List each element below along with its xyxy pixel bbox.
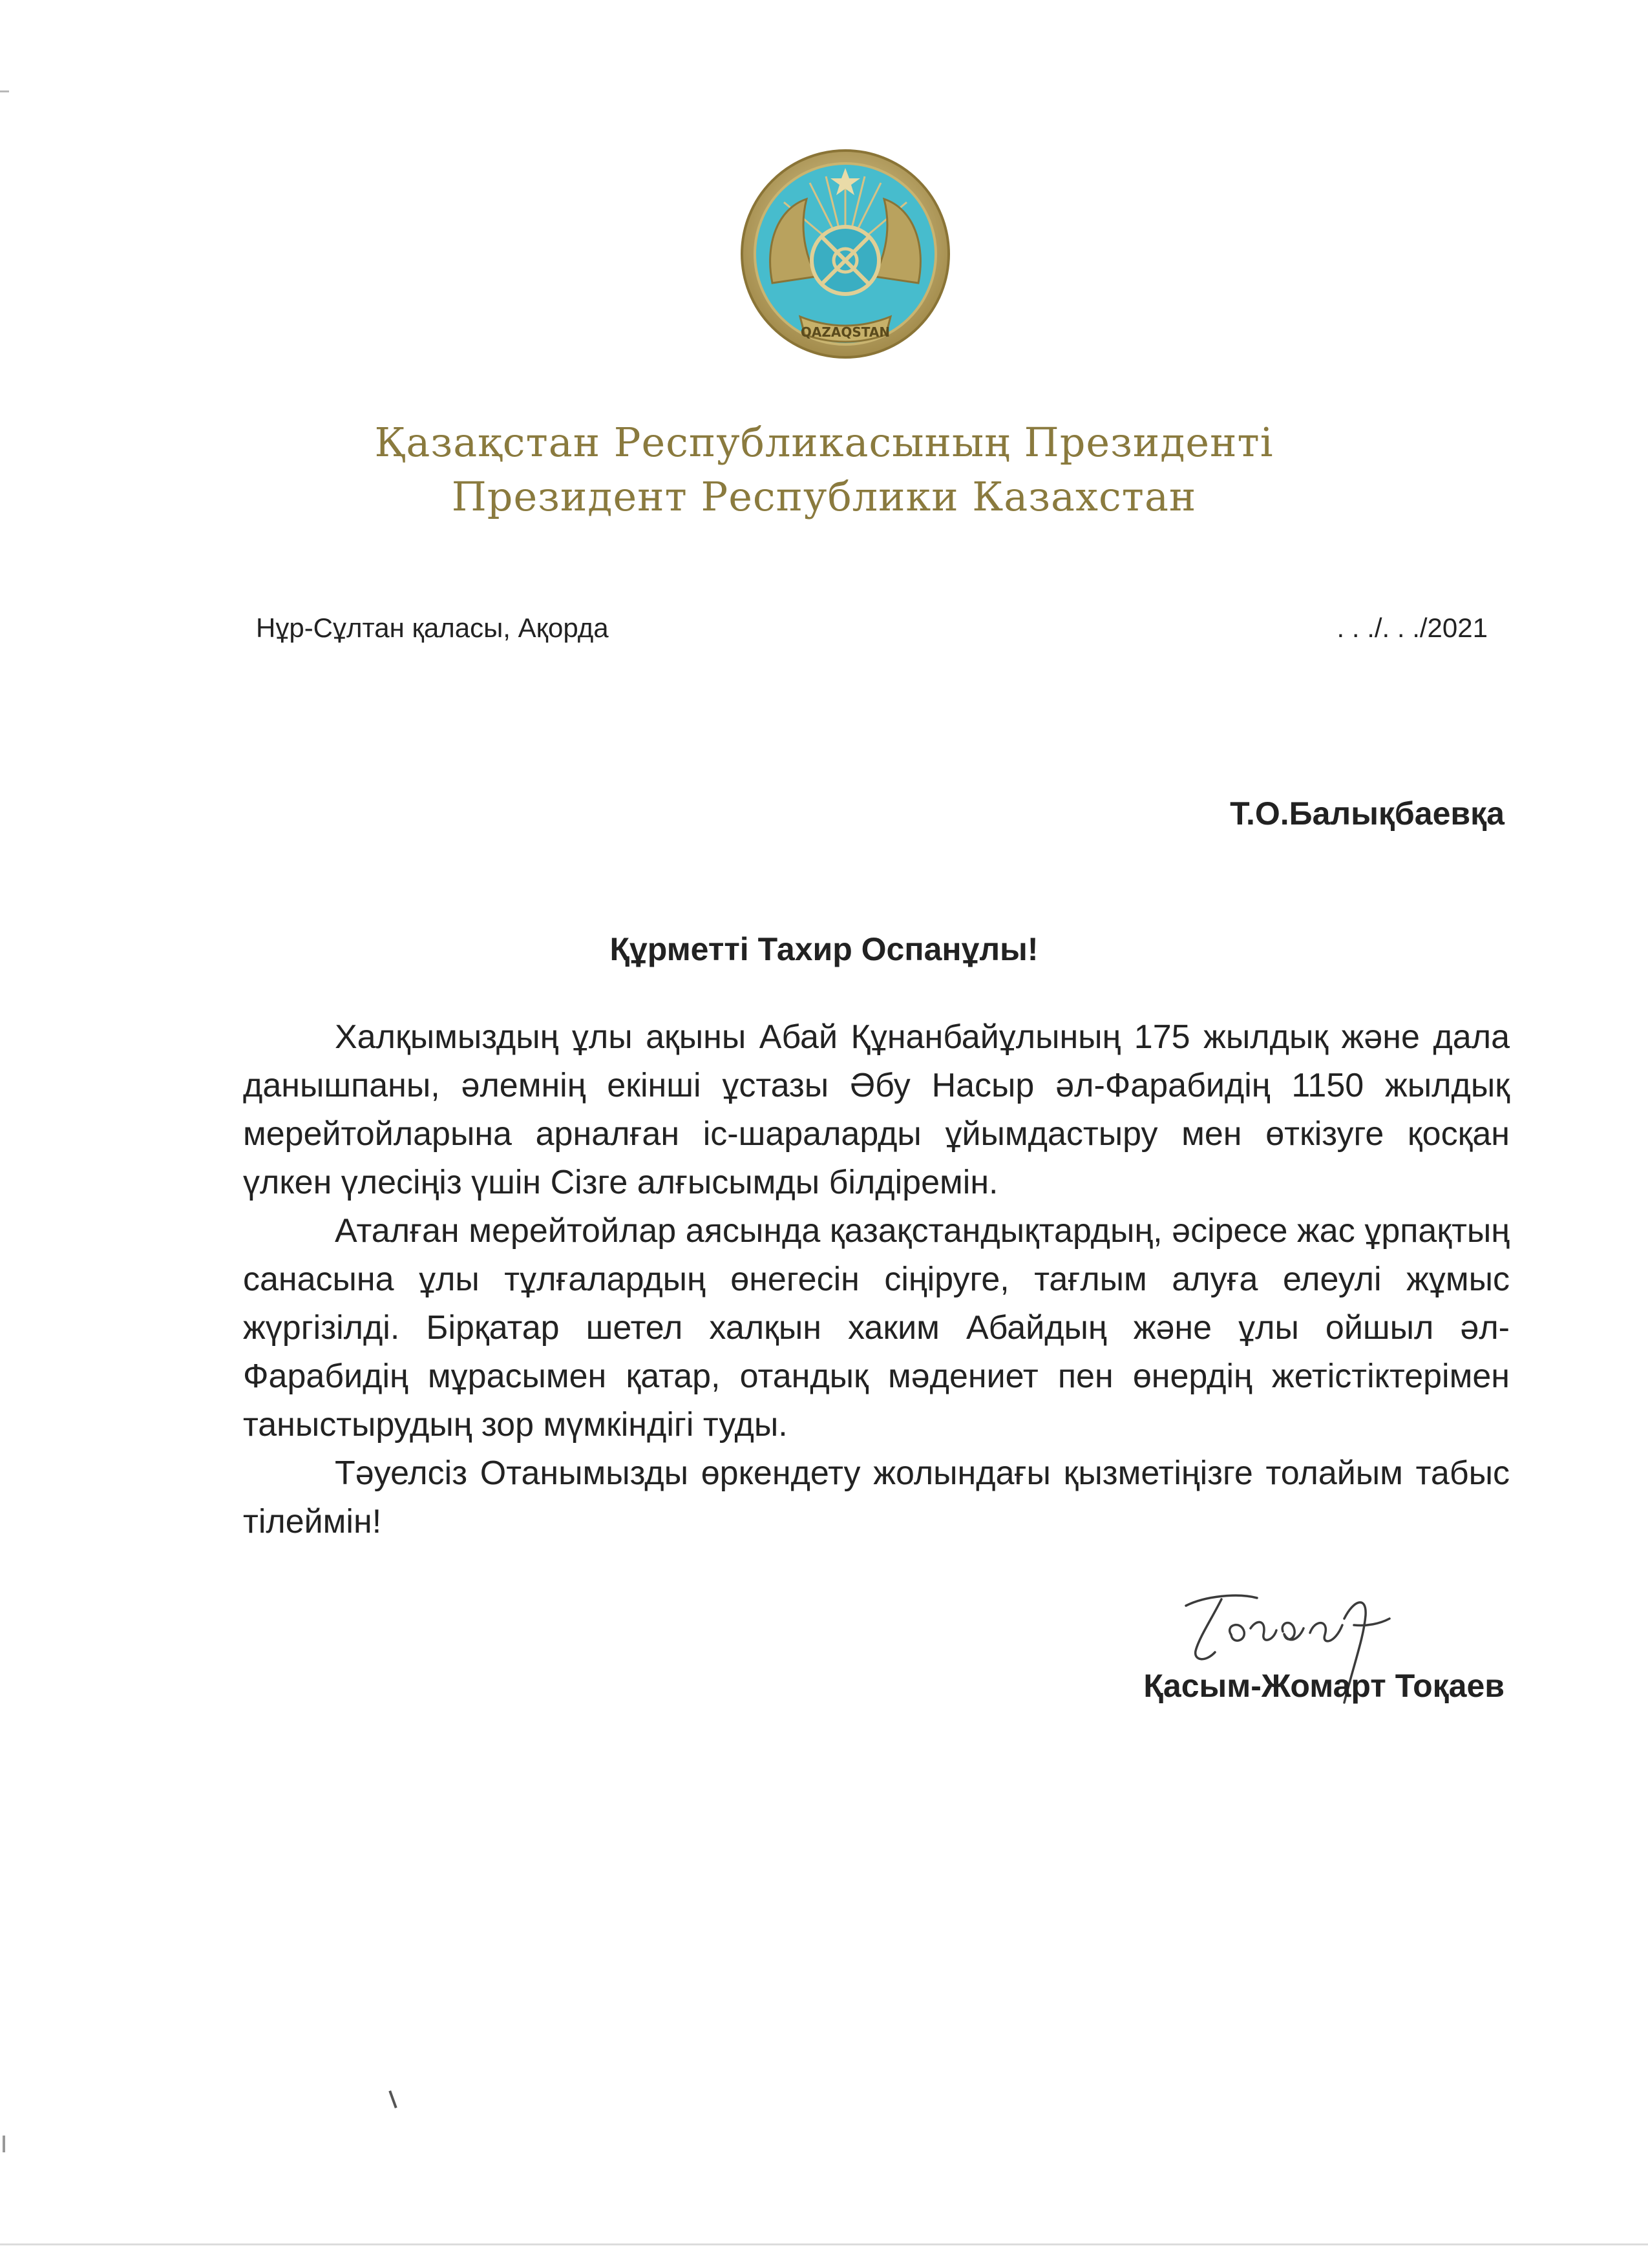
paragraph-1: Халқымыздың ұлы ақыны Абай Құнанбайұлының 175 жылдық және дала данышпаны, әлемнің екінші ұстазы Әбу Насыр әл-Фарабидің 1150 жылдық мерейтойларына арналған іс-шараларды ұйымдастыру мен өткізуге қосқан үлкен үлесіңіз үшін Сізге алғысымды білдіремін. [243,1018,1510,1201]
header-title-russian: Президент Республики Казахстан [451,473,1197,520]
date-line: . . ./. . ./2021 [1336,613,1488,643]
letter-body [243,1013,1510,1546]
scan-mark [3,2136,5,2152]
emblem-ribbon-text: QAZAQSTAN [800,324,891,340]
paragraph-2: Аталған мерейтойлар аясында қазақстандықтардың, әсіресе жас ұрпақтың санасына ұлы тұлғалардың өнегесін сіңіруге, тағлым алуға елеулі жұмыс жүргізілді. Бірқатар шетел халқын хаким Абайдың және ұлы ойшыл әл-Фарабидің мұрасымен қатар, отандық мәдениет пен өнердің жетістіктерімен таныстырудың зор мүмкіндігі туды. [243,1212,1510,1444]
place-line: Нұр-Сұлтан қаласы, Ақорда [256,613,609,643]
paragraph-3: Тәуелсіз Отанымызды өркендету жолындағы қызметіңізге толайым табыс тілеймін! [243,1454,1510,1540]
scan-mark [388,2090,397,2108]
state-emblem-icon [739,147,952,361]
salutation: Құрметті Тахир Оспанұлы! [609,931,1039,967]
scan-edge-line [0,2243,1648,2245]
addressee: Т.О.Балықбаевқа [1230,795,1505,832]
signer-name: Қасым-Жомарт Тоқаев [1143,1668,1505,1704]
scan-mark [0,90,9,92]
header-title-kazakh: Қазақстан Республикасының Президенті [374,419,1274,466]
